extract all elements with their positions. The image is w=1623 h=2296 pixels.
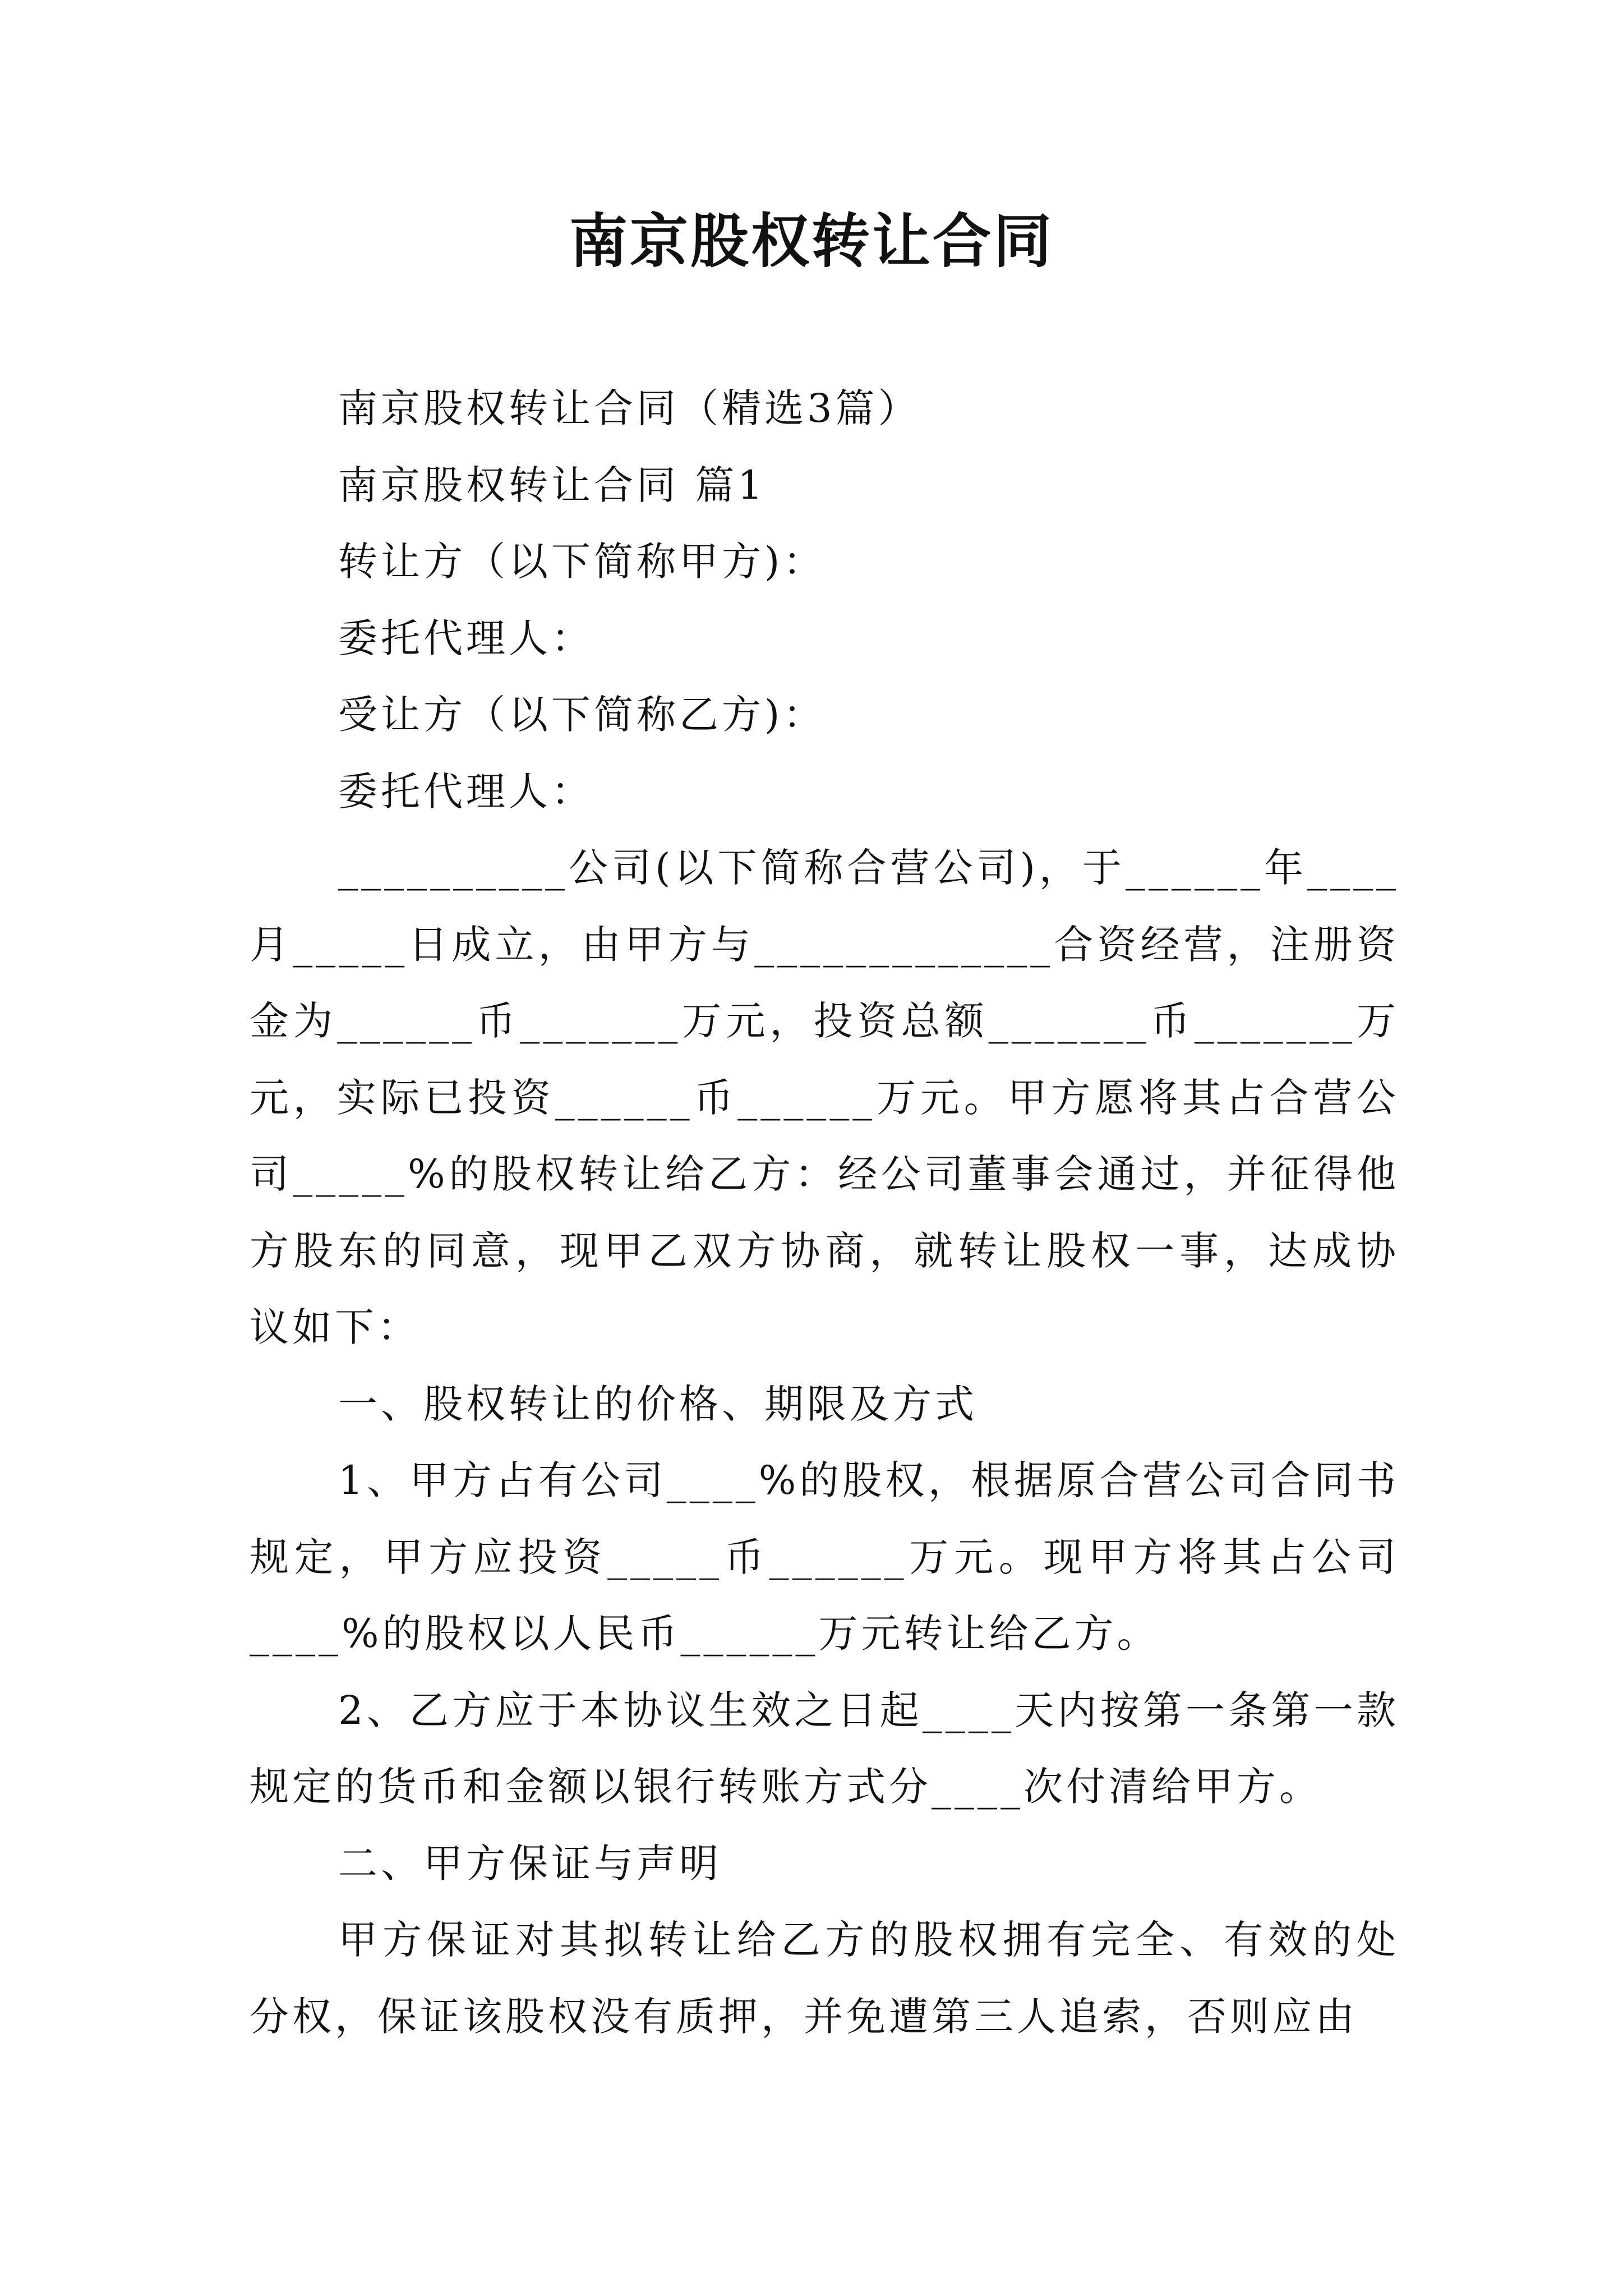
transferor-line: 转让方（以下简称甲方)： <box>338 539 826 585</box>
clause-paragraph: 2、乙方应于本协议生效之日起____天内按第一条第一款规定的货币和金额以银行转账方式分____次付清给甲方。 <box>250 1687 1399 1810</box>
preamble-paragraph: __________公司(以下简称合营公司)，于______年____月_____日成立，由甲方与_____________合资经营，注册资金为______币_______万元，投资总额_______币_______万元，实际已投资______币______万元。甲方愿将其占合营公司_____%的股权转让给乙方：经公司董事会通过，并征得他方股东的同意，现甲乙双方协商，就转让股权一事，达成协议如下： <box>250 845 1399 1350</box>
clause-paragraph: 甲方保证对其拟转让给乙方的股权拥有完全、有效的处分权，保证该股权没有质押，并免遭第三人追索，否则应由 <box>250 1917 1399 2040</box>
clause-paragraph: 1、甲方占有公司____%的股权，根据原合营公司合同书规定，甲方应投资_____币______万元。现甲方将其占公司____%的股权以人民币______万元转让给乙方。 <box>250 1457 1399 1657</box>
transferee-line: 受让方（以下简称乙方)： <box>338 692 826 738</box>
document-body <box>250 370 1399 2055</box>
agent-line: 委托代理人： <box>338 615 594 661</box>
document-title: 南京股权转让合同 <box>569 206 1054 275</box>
section-heading: 南京股权转让合同 篇1 <box>338 462 766 508</box>
clause-heading: 二、甲方保证与声明 <box>338 1840 722 1887</box>
subtitle-paragraph: 南京股权转让合同（精选3篇） <box>338 385 921 431</box>
agent-line: 委托代理人： <box>338 768 594 815</box>
clause-heading: 一、股权转让的价格、期限及方式 <box>338 1381 978 1427</box>
